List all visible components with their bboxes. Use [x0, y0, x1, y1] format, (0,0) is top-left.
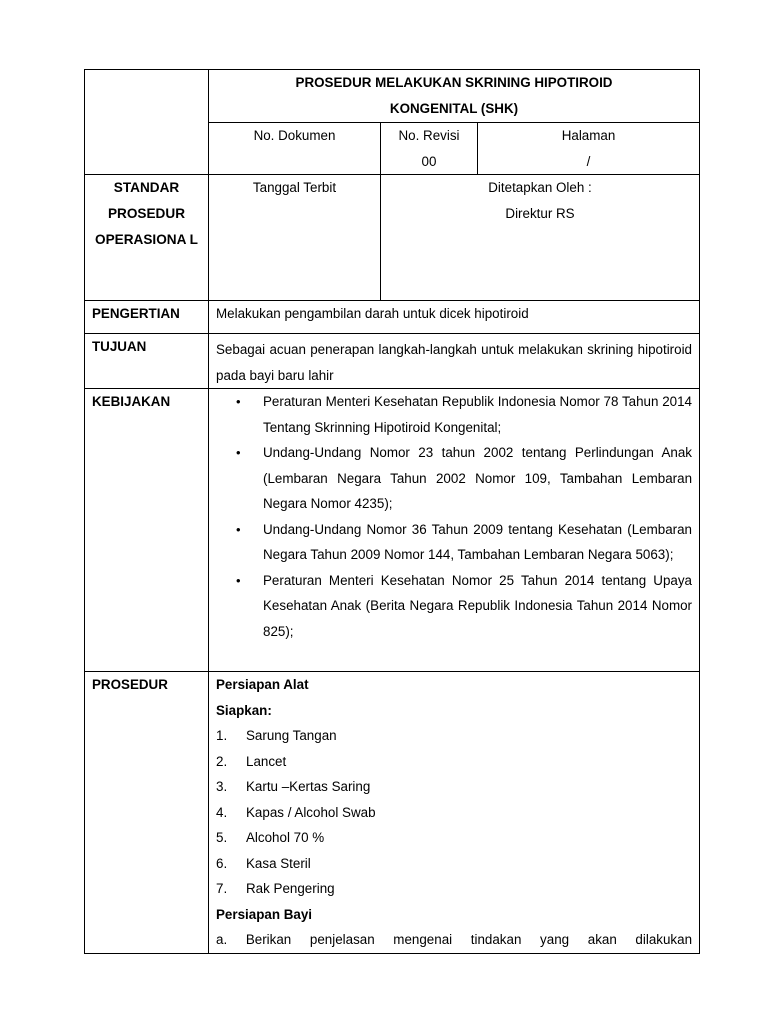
- pengertian-text: Melakukan pengambilan darah untuk dicek hipotiroid: [209, 301, 700, 334]
- pengertian-label: PENGERTIAN: [85, 301, 209, 334]
- alat-text: Sarung Tangan: [246, 728, 337, 743]
- alat-text: Alcohol 70 %: [246, 830, 325, 845]
- standar-prosedur-label: STANDAR PROSEDUR OPERASIONA L: [85, 175, 209, 301]
- tujuan-text: Sebagai acuan penerapan langkah-langkah untuk melakukan skrining hipotiroid pada bayi baru lahir: [209, 334, 700, 389]
- kebijakan-item: • Peraturan Menteri Kesehatan Republik Indonesia Nomor 78 Tahun 2014 Tentang Skrinning Hipotiroid Kongenital;: [216, 389, 692, 440]
- alat-item: [216, 800, 692, 826]
- siapkan-heading: Siapkan:: [216, 702, 272, 718]
- alat-text: Kartu –Kertas Saring: [246, 779, 371, 794]
- tanggal-terbit-cell: [209, 175, 381, 301]
- prosedur-content: [209, 672, 700, 954]
- bayi-step-a: a. Berikan penjelasan mengenai tindakan yang akan dilakukan: [216, 932, 693, 947]
- sop-table: [84, 69, 700, 954]
- halaman-label: Halaman: [561, 128, 616, 143]
- kebijakan-content: [209, 389, 700, 672]
- alat-text: Kapas / Alcohol Swab: [246, 804, 376, 820]
- kebijakan-list: [216, 389, 692, 644]
- alat-text: Rak Pengering: [246, 881, 335, 896]
- tanggal-terbit-label: Tanggal Terbit: [252, 180, 337, 195]
- tujuan-label: TUJUAN: [85, 334, 209, 389]
- no-dokumen-label: No. Dokumen: [253, 128, 336, 143]
- ditetapkan-value: Direktur RS: [505, 205, 575, 221]
- alat-item: [216, 774, 692, 800]
- alat-number: 4.: [216, 804, 228, 820]
- halaman-value: /: [586, 153, 591, 169]
- alat-item: [216, 825, 692, 851]
- persiapan-alat-heading: Persiapan Alat: [216, 677, 309, 692]
- persiapan-bayi-heading: Persiapan Bayi: [216, 906, 313, 922]
- alat-item: [216, 749, 692, 775]
- alat-number: 7.: [216, 881, 228, 896]
- document-title: [209, 70, 700, 123]
- kebijakan-item: • Undang-Undang Nomor 36 Tahun 2009 tentang Kesehatan (Lembaran Negara Tahun 2009 Nomor 144, Tambahan Lembaran Negara 5063);: [216, 517, 692, 568]
- no-revisi-label: No. Revisi: [398, 128, 460, 143]
- alat-text: Lancet: [246, 753, 287, 769]
- alat-item: [216, 876, 692, 902]
- no-dokumen-cell: [209, 123, 381, 175]
- alat-number: 3.: [216, 779, 228, 794]
- alat-item: [216, 851, 692, 877]
- prosedur-label: PROSEDUR: [85, 672, 209, 954]
- alat-list: [216, 723, 692, 902]
- title-line-1: PROSEDUR MELAKUKAN SKRINING HIPOTIROID: [295, 75, 613, 90]
- alat-number: 2.: [216, 753, 228, 769]
- halaman-cell: [478, 123, 700, 175]
- logo-cell: [85, 70, 209, 175]
- ditetapkan-cell: [381, 175, 700, 301]
- no-revisi-cell: [381, 123, 478, 175]
- ditetapkan-label: Ditetapkan Oleh :: [488, 180, 592, 195]
- alat-number: 1.: [216, 728, 228, 743]
- kebijakan-item: • Undang-Undang Nomor 23 tahun 2002 tentang Perlindungan Anak (Lembaran Negara Tahun 2002 Nomor 109, Tambahan Lembaran Negara Nomor 4235);: [216, 440, 692, 517]
- no-revisi-value: 00: [421, 153, 437, 169]
- alat-number: 6.: [216, 855, 228, 871]
- alat-item: [216, 723, 692, 749]
- alat-text: Kasa Steril: [246, 855, 311, 871]
- kebijakan-label: KEBIJAKAN: [85, 389, 209, 672]
- alat-number: 5.: [216, 830, 228, 845]
- title-line-2: KONGENITAL (SHK): [389, 100, 519, 116]
- kebijakan-item: • Peraturan Menteri Kesehatan Nomor 25 Tahun 2014 tentang Upaya Kesehatan Anak (Berita Negara Republik Indonesia Tahun 2014 Nomor 825);: [216, 568, 692, 645]
